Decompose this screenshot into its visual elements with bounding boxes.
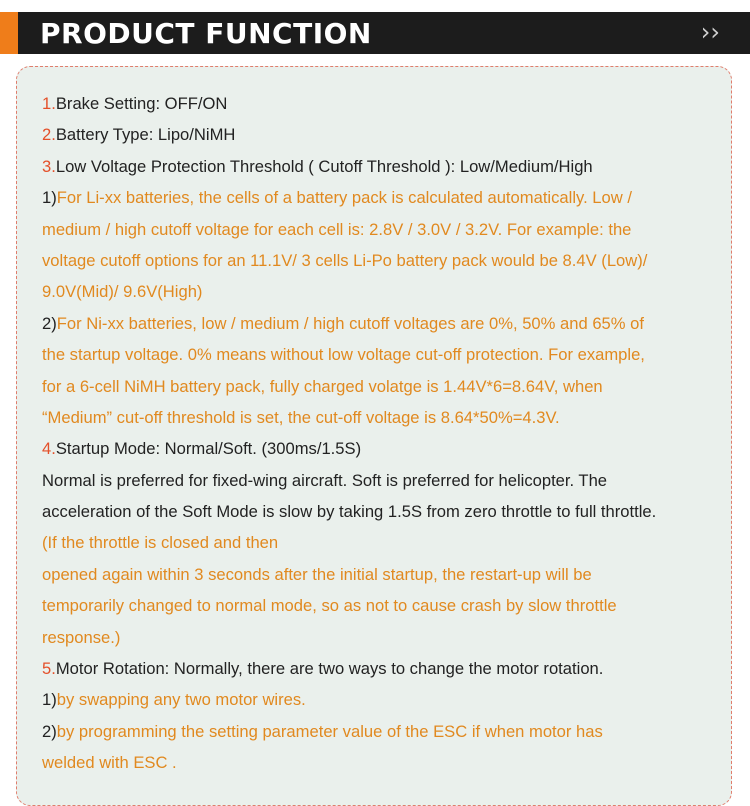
note-line: (If the throttle is closed and then [42,533,279,553]
item-text: Motor Rotation: Normally, there are two ways to change the motor rotation. [55,659,604,679]
item-battery-type [42,119,722,150]
item-number: 2. [42,125,56,145]
subitem-text-line: the startup voltage. 0% means without low voltage cut-off protection. For example, [42,345,645,365]
subitem-text-line: voltage cutoff options for an 11.1V/ 3 cells Li-Po battery pack would be 8.4V (Low)/ [42,250,648,270]
note-line: opened again within 3 seconds after the initial startup, the restart-up will be [42,564,592,584]
item-number: 3. [42,156,56,176]
subitem-text: For Ni-xx batteries, low / medium / high cutoff voltages are 0%, 50% and 65% of [56,313,644,333]
description-line: Normal is preferred for fixed-wing aircraft. Soft is preferred for helicopter. The [42,470,608,490]
subitem-number: 2) [42,313,57,333]
subitem-ni-xx [42,308,722,339]
header-accent-bar [0,12,18,54]
section-title: PRODUCT FUNCTION [40,17,372,50]
subitem-number: 1) [42,690,57,710]
item-text: Low Voltage Protection Threshold ( Cutoff Threshold ): Low/Medium/High [55,156,593,176]
item-low-voltage-protection [42,151,722,182]
note-line: response.) [42,627,121,647]
subitem-text: by swapping any two motor wires. [56,690,306,710]
item-startup-mode [42,433,722,464]
subitem-number: 2) [42,721,57,741]
subitem-number: 1) [42,188,57,208]
double-chevron-right-icon: ›› [700,18,720,46]
subitem-text: For Li-xx batteries, the cells of a battery pack is calculated automatically. Low / [56,188,632,208]
item-text: Battery Type: Lipo/NiMH [55,125,236,145]
subitem-programming [42,716,722,747]
subitem-swap-wires [42,684,722,715]
item-number: 4. [42,439,56,459]
subitem-text: by programming the setting parameter value of the ESC if when motor has [56,721,603,741]
subitem-text-line: welded with ESC . [42,753,177,773]
item-brake-setting [42,88,722,119]
item-text: Startup Mode: Normal/Soft. (300ms/1.5S) [55,439,362,459]
subitem-li-xx [42,182,722,213]
item-number: 1. [42,94,56,113]
note-line: temporarily changed to normal mode, so as not to cause crash by slow throttle [42,596,617,616]
item-motor-rotation [42,653,722,684]
subitem-text-line: for a 6-cell NiMH battery pack, fully charged volatge is 1.44V*6=8.64V, when [42,376,603,396]
item-text: Brake Setting: OFF/ON [55,94,228,113]
subitem-text-line: medium / high cutoff voltage for each cell is: 2.8V / 3.0V / 3.2V. For example: the [42,219,632,239]
description-line: acceleration of the Soft Mode is slow by taking 1.5S from zero throttle to full throttle. [42,502,657,522]
item-number: 5. [42,659,56,679]
subitem-text-line: “Medium” cut-off threshold is set, the cut-off voltage is 8.64*50%=4.3V. [42,407,560,427]
function-list [42,88,722,779]
section-header [0,12,750,54]
subitem-text-line: 9.0V(Mid)/ 9.6V(High) [42,282,203,302]
